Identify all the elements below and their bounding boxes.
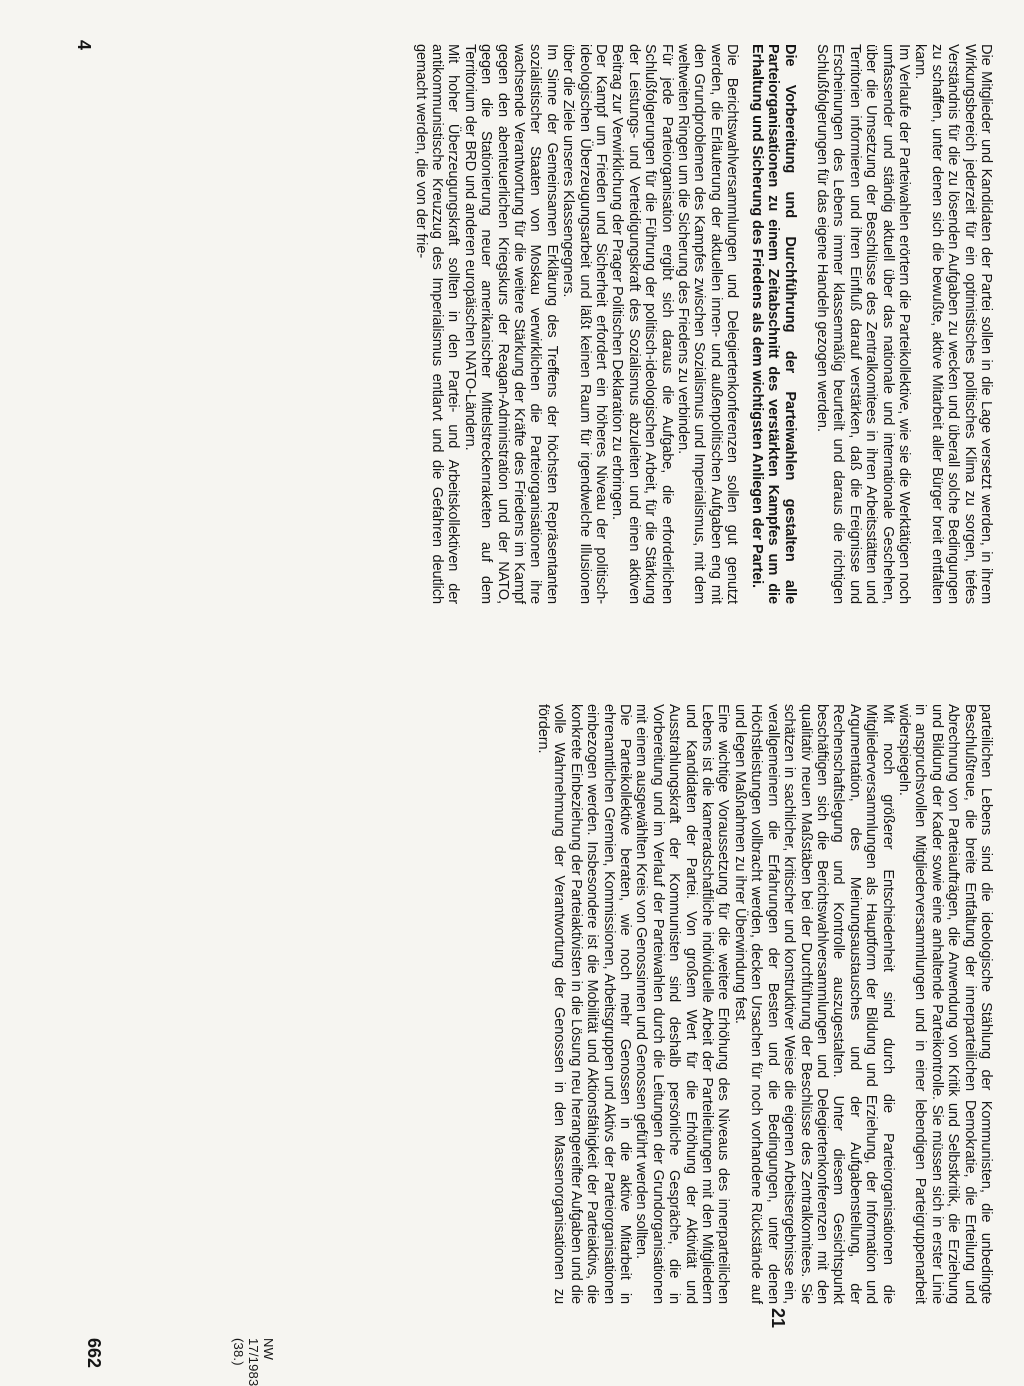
paragraph: Mit hoher Überzeugungskraft sollten in den Partei- und Arbeitskollektiven der antikommunistische Kreuzzug des Imperialismus entlarvt und die Gefahren deutlich gemacht werden, die von der frie-	[412, 44, 462, 604]
left-text-column	[34, 44, 994, 604]
paragraph: Die Berichtswahlversammlungen und Delegiertenkonferenzen sollen gut genutzt werden, die Erläuterung der aktuellen innen- und außenpolitischen Aufgaben eng mit den Grundproblemen des Kampfes zwischen Sozialismus und Imperialismus, mit dem weltweiten Ringen um die Sicherung des Friedens zu verbinden.	[675, 44, 741, 604]
paragraph: Eine wichtige Voraussetzung für die weitere Erhöhung des Niveaus des innerparteilichen Lebens ist die kameradschaftliche individuelle Arbeit der Parteileitungen mit den Mitgliedern und Kandidaten der Partei. Von großem Wert für die Erhöhung der Aktivität und Ausstrahlungskraft der Kommunisten sind deshalb persönliche Gespräche, die in Vorbereitung und im Verlauf der Parteiwahlen durch die Leitungen der Grundorganisationen mit einem ausgewählten Kreis von Genossinnen und Genossen geführt werden sollten.	[633, 704, 732, 1304]
section-heading: Die Vorbereitung und Durchführung der Parteiwahlen gestalten alle Parteiorganisationen zu einem Zeitabschnitt des verstärkten Kampfes um die Erhaltung und Sicherung des Friedens als dem wichtigsten Anliegen der Partei.	[748, 44, 798, 604]
paragraph: Für jede Parteiorganisation ergibt sich daraus die Aufgabe, die erforderlichen Schlußfolgerungen für die Führung der politisch-ideologischen Arbeit, für die Stärkung der Leistungs- und Verteidigungskraft des Sozialismus abzuleiten und einen aktiven Beitrag zur Verwirklichung der Prager Politischen Deklaration zu erbringen.	[609, 44, 675, 604]
left-page-number: 4	[74, 40, 94, 51]
paragraph: Mit noch größerer Entschiedenheit sind durch die Parteiorganisationen die Mitgliederversammlungen als Hauptform der Bildung und Erziehung, der Information und Argumentation, des Meinungsaustausches und der Aufgabenstellung, der Rechenschaftslegung und Kontrolle auszugestalten. Unter diesem Gesichtspunkt beschäftigen sich die Berichtswahlversammlungen und Delegiertenkonferenzen mit den qualitativ neuen Maßstäben bei der Durchführung der Beschlüsse des Zentralkomitees. Sie schätzen in sachlicher, kritischer und konstruktiver Weise die eigenen Arbeitsergebnisse ein, verallgemeinern die Erfahrungen der Besten und die Bedingungen, unter denen Höchstleistungen vollbracht werden, decken Ursachen für noch vorhandene Rückstände auf und legen Maßnahmen zu ihrer Überwindung fest.	[731, 704, 896, 1304]
right-page-number: 21	[768, 1308, 788, 1329]
paragraph: parteilichen Lebens sind die ideologische Stählung der Kommunisten, die unbedingte Beschlußtreue, die breite Entfaltung der innerparteilichen Demokratie, die Erteilung und Abrechnung von Parteiaufträgen, die Anwendung von Kritik und Selbstkritik, die Erziehung und Bildung der Kader sowie eine anhaltende Parteikontrolle. Sie müssen sich in erster Linie in anspruchsvollen Mitgliederversammlungen und in einer lebendigen Parteigruppenarbeit widerspiegeln.	[895, 704, 994, 1304]
issue-label: NW 17/1983 (38.)	[231, 1338, 276, 1386]
paragraph: Die Mitglieder und Kandidaten der Partei sollen in die Lage versetzt werden, in ihrem Wirkungsbereich jederzeit für ein optimistisches politisches Klima zu sorgen, tiefes Verständnis für die zu lösenden Aufgaben zu wecken und überall solche Bedingungen zu schaffen, unter denen sich die bewußte, aktive Mitarbeit aller Bürger breit entfalten kann.	[912, 44, 994, 604]
paragraph: Im Verlaufe der Parteiwahlen erörtern die Parteikollektive, wie sie die Werktätigen noch umfassender und ständig aktuell über das nationale und internationale Geschehen, über die Umsetzung der Beschlüsse des Zentralkomitees in ihren Arbeitsstätten und Territorien informieren und ihren Einfluß darauf verstärken, daß die Ereignisse und Erscheinungen des Lebens immer klassenmäßig beurteilt und daraus die richtigen Schlußfolgerungen für das eigene Handeln gezogen werden.	[813, 44, 912, 604]
page-number: 662	[84, 1338, 104, 1369]
paragraph: Im Sinne der Gemeinsamen Erklärung des Treffens der höchsten Repräsentanten sozialistischer Staaten von Moskau verwirklichen die Parteiorganisationen ihre wachsende Verantwortung für die weitere Stärkung der Kräfte des Friedens im Kampf gegen den abenteuerlichen Kriegskurs der Reagan-Administration und der NATO, gegen die Stationierung neuer amerikanischer Mittelstreckenraketen auf dem Territorium der BRD und anderen europäischen NATO-Ländern.	[461, 44, 560, 604]
right-text-column	[294, 704, 994, 1304]
paragraph: Der Kampf um Frieden und Sicherheit erfordert ein höheres Niveau der politisch-ideologischen Überzeugungsarbeit und läßt keinen Raum für irgendwelche Illusionen über die Ziele unseres Klassengegners.	[560, 44, 610, 604]
paragraph: Die Parteikollektive beraten, wie noch mehr Genossen in die aktive Mitarbeit in ehrenamtlichen Gremien, Kommissionen, Arbeitsgruppen und Aktivs der Parteiorganisationen einbezogen werden. Insbesondere ist die Mobilität und Aktionsfähigkeit der Parteiaktivs, die konkrete Einbeziehung der Parteiaktivisten in die Lösung neu herangereifter Aufgaben und die volle Wahrnehmung der Verantwortung der Genossen in den Massenorganisationen zu fördern.	[535, 704, 634, 1304]
